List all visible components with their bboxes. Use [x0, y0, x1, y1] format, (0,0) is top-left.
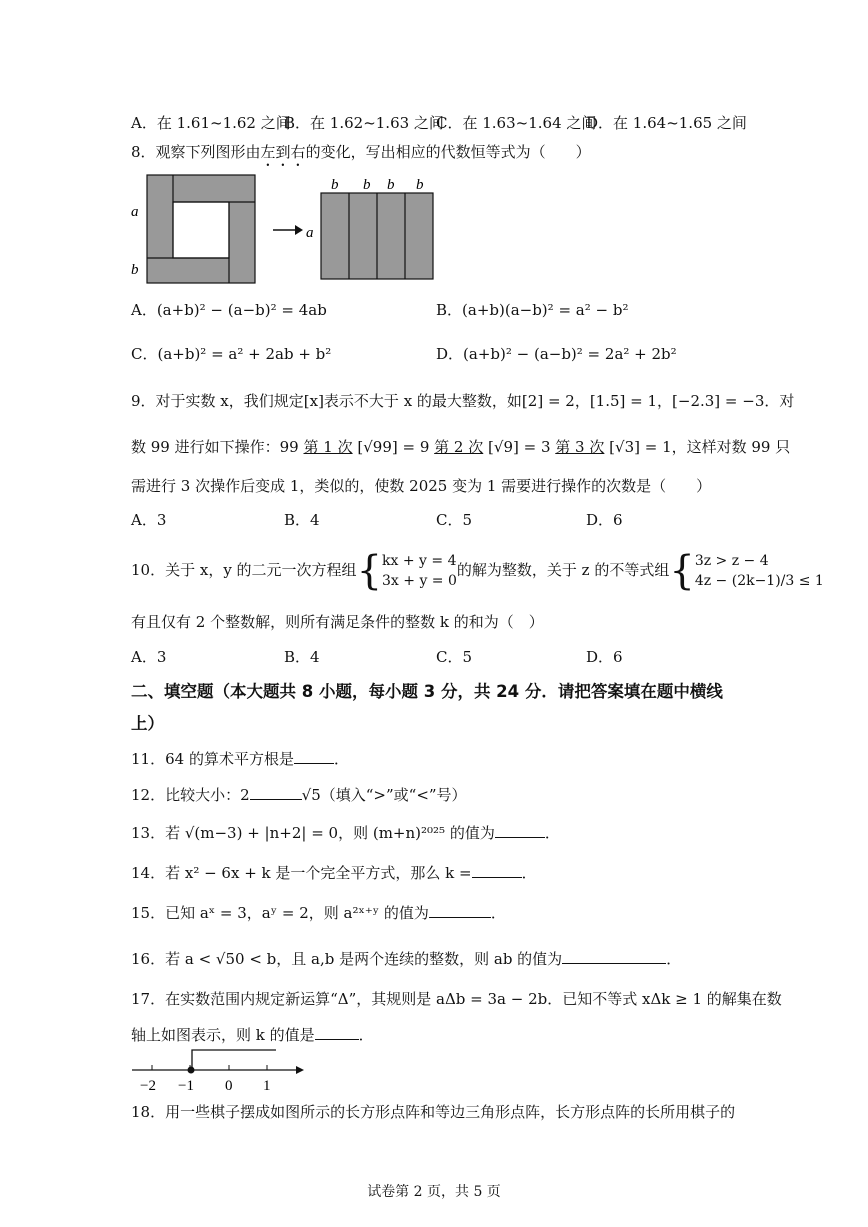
q9-step1: 第 1 次	[303, 438, 353, 456]
q10-brace-2: {	[669, 548, 695, 594]
q9-option-d: D．6	[586, 511, 623, 529]
q10-ineq1: 3z > z − 4	[694, 553, 769, 569]
q8-arrow	[273, 225, 303, 235]
q14	[131, 862, 537, 884]
q9-option-c: C．5	[436, 511, 473, 529]
q12	[131, 784, 467, 806]
q8-dotted: 左到右	[260, 143, 306, 161]
q8-option-d: D．(a+b)² − (a−b)² = 2a² + 2b²	[436, 345, 677, 363]
q7-option-b: B．在 1.62~1.63 之间	[284, 114, 444, 132]
q10-eq1: kx + y = 4	[382, 553, 457, 569]
q10-eq2: 3x + y = 0	[382, 573, 457, 589]
q8-option-c: C．(a+b)² = a² + 2ab + b²	[131, 345, 332, 363]
q8-stem	[131, 141, 591, 170]
q12-end: √5（填入“>”或“<”号）	[301, 786, 467, 804]
q10-mid: 的解为整数，关于 z 的不等式组	[456, 561, 670, 579]
q8-right-b-label-1: b	[331, 177, 339, 193]
q17-line2	[131, 1024, 374, 1046]
q17-line1: 17．在实数范围内规定新运算“Δ”，其规则是 aΔb = 3a − 2b．已知不等式 xΔk ≥ 1 的解集在数	[131, 990, 782, 1008]
q9-option-a: A．3	[131, 511, 167, 529]
q10-system-1	[382, 551, 457, 591]
q8-right-b-label-3: b	[387, 177, 395, 193]
q8-option-b: B．(a+b)(a−b)² = a² − b²	[436, 301, 629, 319]
q8-right-figure	[321, 193, 433, 279]
q9-line2-b: ，这样对数 99 只	[671, 438, 791, 456]
q10-ineq2: 4z − (2k−1)/3 ≤ 1	[694, 573, 824, 589]
q10-option-d: D．6	[586, 648, 623, 666]
q16	[131, 948, 681, 970]
q8-prefix: 8．观察下列图形由	[131, 143, 261, 161]
q13-end: ．	[544, 824, 560, 842]
q13	[131, 822, 560, 844]
q8-left-a-label: a	[131, 204, 139, 220]
q17-answer-blank[interactable]	[315, 1024, 359, 1040]
q15-end: ．	[490, 904, 506, 922]
q9-option-b: B．4	[284, 511, 320, 529]
q10-line2: 有且仅有 2 个整数解，则所有满足条件的整数 k 的和为（ ）	[131, 613, 544, 631]
q10-brace-1: {	[356, 548, 383, 594]
q13-text: 13．若 √(m−3) + |n+2| = 0，则 (m+n)²⁰²⁵ 的值为	[131, 824, 495, 842]
q10-option-c: C．5	[436, 648, 473, 666]
q16-text: 16．若 a < √50 < b，且 a,b 是两个连续的整数，则 ab 的值为	[131, 950, 563, 968]
q9-line1: 9．对于实数 x，我们规定[x]表示不大于 x 的最大整数，如[2] = 2，[1.5] = 1，[−2.3] = −3．对	[131, 392, 795, 410]
q16-answer-blank[interactable]	[562, 948, 666, 964]
q11-answer-blank[interactable]	[294, 748, 334, 764]
q17-tick-3: 0	[225, 1078, 233, 1094]
q17-tick-1: −2	[140, 1078, 156, 1094]
q9-r3: [√3] = 1	[609, 438, 672, 456]
q9-line2-a: 数 99 进行如下操作：99	[131, 438, 299, 456]
q10-option-a: A．3	[131, 648, 167, 666]
q10-system-2	[695, 551, 824, 591]
q17-end: ．	[358, 1026, 374, 1044]
q8-option-a: A．(a+b)² − (a−b)² = 4ab	[131, 301, 327, 319]
q16-end: ．	[666, 950, 682, 968]
q9-r1: [√99] = 9	[357, 438, 430, 456]
q12-answer-blank[interactable]	[250, 784, 302, 800]
q9-line2	[131, 436, 790, 458]
q9-step2: 第 2 次	[434, 438, 484, 456]
q7-option-c: C．在 1.63~1.64 之间	[436, 114, 597, 132]
q8-left-figure	[147, 175, 255, 283]
q17-tick-2: −1	[178, 1078, 194, 1094]
page-footer: 试卷第 2 页，共 5 页	[367, 1184, 501, 1200]
q15	[131, 902, 506, 924]
q17-number-line	[128, 1044, 318, 1094]
q17-tick-4: 1	[263, 1078, 271, 1094]
q9-line3: 需进行 3 次操作后变成 1，类似的，使数 2025 变为 1 需要进行操作的次数是（ ）	[131, 477, 712, 495]
q8-right-b-label-2: b	[363, 177, 371, 193]
q15-text: 15．已知 aˣ = 3，aʸ = 2，则 a²ˣ⁺ʸ 的值为	[131, 904, 429, 922]
q8-figure	[125, 170, 445, 290]
section-title: 二、填空题（本大题共 8 小题，每小题 3 分，共 24 分．请把答案填在题中横线上）	[131, 682, 723, 733]
q13-answer-blank[interactable]	[495, 822, 545, 838]
q10-option-b: B．4	[284, 648, 320, 666]
q12-text: 12．比较大小：2	[131, 786, 250, 804]
q10-line1	[131, 540, 824, 600]
q11-end: ．	[333, 750, 349, 768]
q15-answer-blank[interactable]	[429, 902, 491, 918]
q10-prefix: 10．关于 x，y 的二元一次方程组	[131, 561, 357, 579]
q8-right-a-label: a	[306, 225, 314, 241]
q8-suffix: 的变化，写出相应的代数恒等式为（ ）	[305, 143, 591, 161]
q7-option-d: D．在 1.64~1.65 之间	[586, 114, 747, 132]
q18-line1: 18．用一些棋子摆成如图所示的长方形点阵和等边三角形点阵，长方形点阵的长所用棋子的	[131, 1103, 736, 1121]
q14-text: 14．若 x² − 6x + k 是一个完全平方式，那么 k =	[131, 864, 472, 882]
q9-step3: 第 3 次	[555, 438, 605, 456]
q14-answer-blank[interactable]	[472, 862, 522, 878]
q8-right-b-label-4: b	[416, 177, 424, 193]
q14-end: ．	[521, 864, 537, 882]
q8-left-b-label: b	[131, 262, 139, 278]
q11-text: 11．64 的算术平方根是	[131, 750, 294, 768]
q17-text: 轴上如图表示，则 k 的值是	[131, 1026, 315, 1044]
q7-option-a: A．在 1.61~1.62 之间	[131, 114, 291, 132]
q11	[131, 748, 349, 770]
q9-r2: [√9] = 3	[488, 438, 551, 456]
